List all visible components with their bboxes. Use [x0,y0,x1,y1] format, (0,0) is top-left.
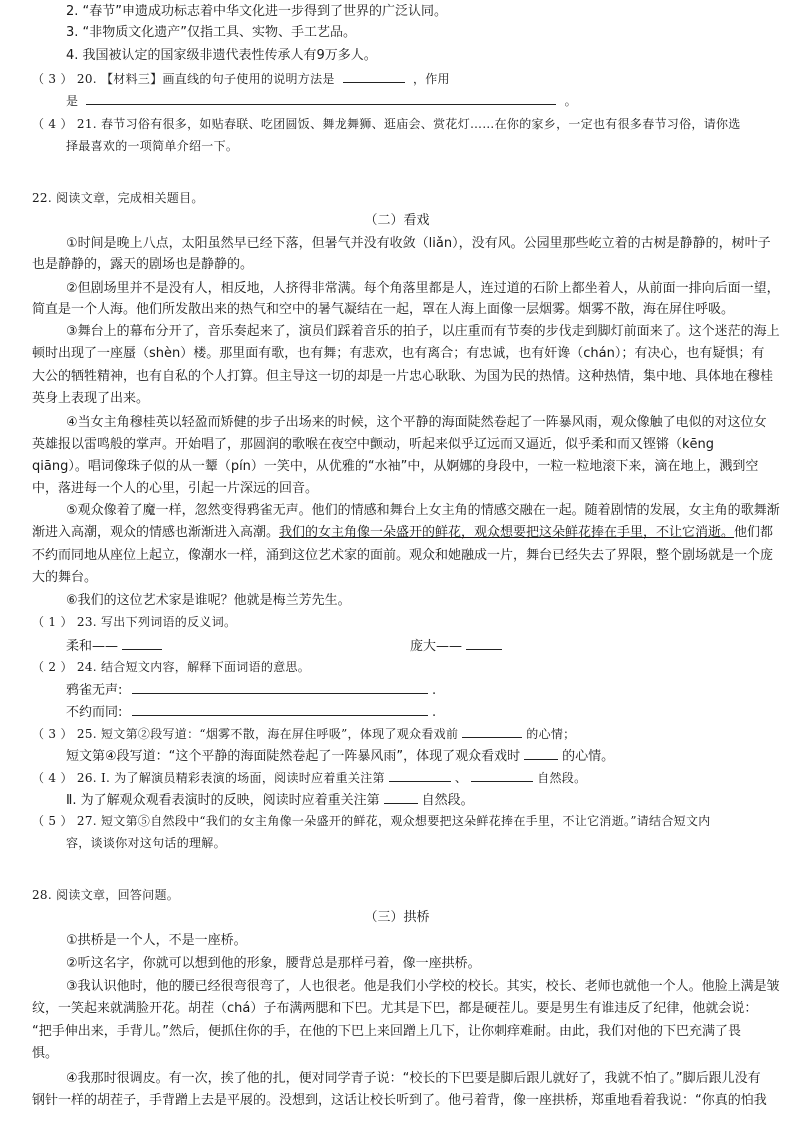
question-26-text: 26. Ⅰ. 为了解演员精彩表演的场面，阅读时应着重关注第 [76,771,385,785]
question-26-line2 [66,789,474,811]
passage-line: 不约而同地从座位上起立，像潮水一样，涌到这位艺术家的面前。观众和她融成一片，舞台已经失去了界限，整个剧场就是一个庞 [32,548,774,563]
question-21-text: 21. 春节习俗有很多，如贴春联、吃团圆饭、舞龙舞狮、逛庙会、赏花灯……在你的家乡，一定也有很多春节习俗，请你选 [76,117,741,131]
statement-3: 3. “非物质文化遗产”仅指工具、实物、手工艺品。 [66,25,357,40]
passage-line: 大公的牺牲精神，也有自私的个人打算。但主导这一切的却是一片忠心耿耿、为国为民的热情。这种热情，集中地、具体地在穆桂 [32,369,774,384]
definition-end: . [432,683,437,698]
answer-blank[interactable] [466,635,502,650]
answer-blank[interactable] [132,679,428,694]
passage-line: ⑥我们的这位艺术家是谁呢？他就是梅兰芳先生。 [66,593,351,608]
underlined-sentence: 我们的女主角像一朵盛开的鲜花，观众想要把这朵鲜花捧在手里，不让它消逝。 [279,525,735,540]
question-number: （ 2 ） [32,660,73,674]
passage-line: 中，落进每一个人的心里，引起一片深远的回音。 [32,481,319,496]
question-26 [32,767,586,788]
question-24-text: 24. 结合短文内容，解释下面词语的意思。 [76,660,311,674]
statement-4: 4. 我国被认定的国家级非遗代表性传承人有9万多人。 [66,48,377,63]
question-20-line2 [66,90,577,111]
question-25 [32,723,575,744]
passage-line: 简直是一个人海。他们所发散出来的热气和空中的暑气凝结在一起，罩在人海上面像一层烟雾。烟雾不散，海在屏住呼吸。 [32,302,735,317]
question-25-text: 25. 短文第②段写道：“烟雾不散，海在屏住呼吸”，体现了观众看戏前 [76,727,459,741]
question-27-text: 27. 短文第⑤自然段中“我们的女主角像一朵盛开的鲜花，观众想要把这朵鲜花捧在手里，不让它消逝。”请结合短文内 [76,814,711,828]
question-26-text-c: Ⅱ. 为了解观众观看表演时的反映，阅读时应着重关注第 [66,793,380,808]
answer-blank[interactable] [122,635,162,650]
question-20 [32,68,450,89]
antonym-1 [66,635,166,657]
passage-line: ②听这名字，你就可以想到他的形象，腰背总是那样弓着，像一座拱桥。 [66,956,481,971]
question-24 [32,657,310,677]
passage-line: 纹，一笑起来就满脸开花。胡茬（chá）子布满两腮和下巴。尤其是下巴，都是硬茬儿。要是男生有谁违反了纪律，他就会说： [32,1001,758,1016]
passage-line: ①时间是晚上八点，太阳虽然早已经下落，但暑气并没有收敛（liǎn），没有风。公园里那些屹立着的古树是静静的，树叶子 [66,236,771,251]
question-number: （ 4 ） [32,117,73,131]
answer-blank[interactable] [86,90,556,105]
question-23 [32,612,236,632]
passage-line: ②但剧场里并不是没有人，相反地，人挤得非常满。每个角落里都是人，连过道的石阶上都坐着人，从前面一排向后面一望， [66,281,780,296]
answer-blank[interactable] [524,745,558,760]
passage-line: “把手伸出来，手背儿。”然后，便抓住你的手，在他的下巴上来回蹭上几下，让你刺痒难耐。由此，我们对他的下巴充满了畏 [32,1024,741,1039]
question-27 [32,811,711,831]
question-25-text-d: 的心情。 [562,749,615,764]
statement-2: 2. “春节”申遗成功标志着中华文化进一步得到了世界的广泛认同。 [66,4,448,19]
question-21 [32,114,741,134]
question-25-text-c: 短文第④段写道：“这个平静的海面陡然卷起了一阵暴风雨”，体现了观众看戏时 [66,749,521,764]
question-number: （ 5 ） [32,814,73,828]
question-20-text-b: ，作用 [412,72,450,86]
passage-line: 顿时出现了一座蜃（shèn）楼。那里面有歌，也有舞；有悲欢，也有离合；有忠诚，也有奸谗（chán）；有决心，也有疑惧；有 [32,346,765,361]
question-20-text: 20. 【材料三】画直线的句子使用的说明方法是 [76,72,335,86]
question-21-line2: 择最喜欢的一项简单介绍一下。 [66,139,239,153]
passage-line: ③舞台上的幕布分开了，音乐奏起来了，演员们踩着音乐的拍子，以庄重而有节奏的步伐走到脚灯前面来了。这个迷茫的海上 [66,324,780,339]
answer-blank[interactable] [132,701,428,716]
passage-line: ①拱桥是一个人，不是一座桥。 [66,933,247,948]
passage-line: 大的舞台。 [32,570,98,585]
answer-blank[interactable] [471,767,533,782]
antonym-word: 庞大—— [410,639,463,654]
question-20-text-c: 是 [66,94,79,108]
antonym-word: 柔和—— [66,639,119,654]
passage-line: qiāng）。唱词像珠子似的从一颦（pín）一笑中，从优雅的“水袖”中，从婀娜的身段中，一粒一粒地滚下来，滴在地上，溅到空 [32,459,759,474]
question-25-line2 [66,745,614,767]
question-28-intro: 28. 阅读文章，回答问题。 [32,888,180,902]
question-number: （ 4 ） [32,771,73,785]
definition-word: 不约而同: [66,705,123,720]
passage-text: 渐进入高潮，观众的情感也渐渐进入高潮。 [32,525,280,540]
answer-blank[interactable] [462,723,522,738]
passage-title: （三）拱桥 [364,910,430,925]
question-25-text-b: 的心情； [526,727,576,741]
definition-2 [66,701,436,723]
passage-line: 钢针一样的胡茬子，手背蹭上去是平展的。没想到，这话让校长听到了。他弓着背，像一座拱桥，郑重地看着我说：“你真的怕我 [32,1093,767,1108]
passage-line: ④当女主角穆桂英以轻盈而矫健的步子出场来的时候，这个平静的海面陡然卷起了一阵暴风雨，观众像触了电似的对这位女 [66,415,767,430]
question-number: （ 3 ） [32,727,73,741]
definition-end: . [432,705,437,720]
question-26-text-b: 自然段。 [537,771,587,785]
passage-line: 惧。 [32,1046,59,1061]
passage-line: 英身上表现了出来。 [32,391,150,406]
passage-line: 也是静静的，露天的剧场也是静静的。 [32,257,254,272]
question-26-text-d: 自然段。 [421,793,474,808]
definition-word: 鸦雀无声: [66,683,123,698]
answer-blank[interactable] [389,767,451,782]
definition-1 [66,679,436,701]
antonym-2 [410,635,506,657]
passage-line [32,523,773,543]
separator: 、 [454,771,468,785]
passage-text: 他们都 [734,525,774,540]
question-22-intro: 22. 阅读文章，完成相关题目。 [32,191,204,205]
question-number: （ 3 ） [32,72,73,86]
passage-line: ④我那时很调皮。有一次，挨了他的扎，便对同学青子说：“校长的下巴要是脚后跟儿就好了，我就不怕了。”脚后跟儿没有 [66,1071,761,1086]
question-23-text: 23. 写出下列词语的反义词。 [76,615,237,629]
answer-blank[interactable] [343,68,405,83]
passage-line: ⑤观众像着了魔一样，忽然变得鸦雀无声。他们的情感和舞台上女主角的情感交融在一起。随着剧情的发展，女主角的歌舞渐 [66,503,780,518]
passage-title: （二）看戏 [364,213,430,228]
question-number: （ 1 ） [32,615,73,629]
passage-line: 英雄报以雷鸣般的掌声。开始唱了，那圆润的歌喉在夜空中颤动，听起来似乎辽远而又逼近，似乎柔和而又铿锵（kēng [32,437,715,452]
question-27-line2: 容，谈谈你对这句话的理解。 [66,836,226,850]
passage-line: ③我认识他时，他的腰已经很弯很弯了，人也很老。他是我们小学校的校长。其实，校长、老师也就他一个人。他脸上满是皱 [66,979,780,994]
answer-blank[interactable] [384,789,418,804]
question-20-end: 。 [564,94,577,108]
